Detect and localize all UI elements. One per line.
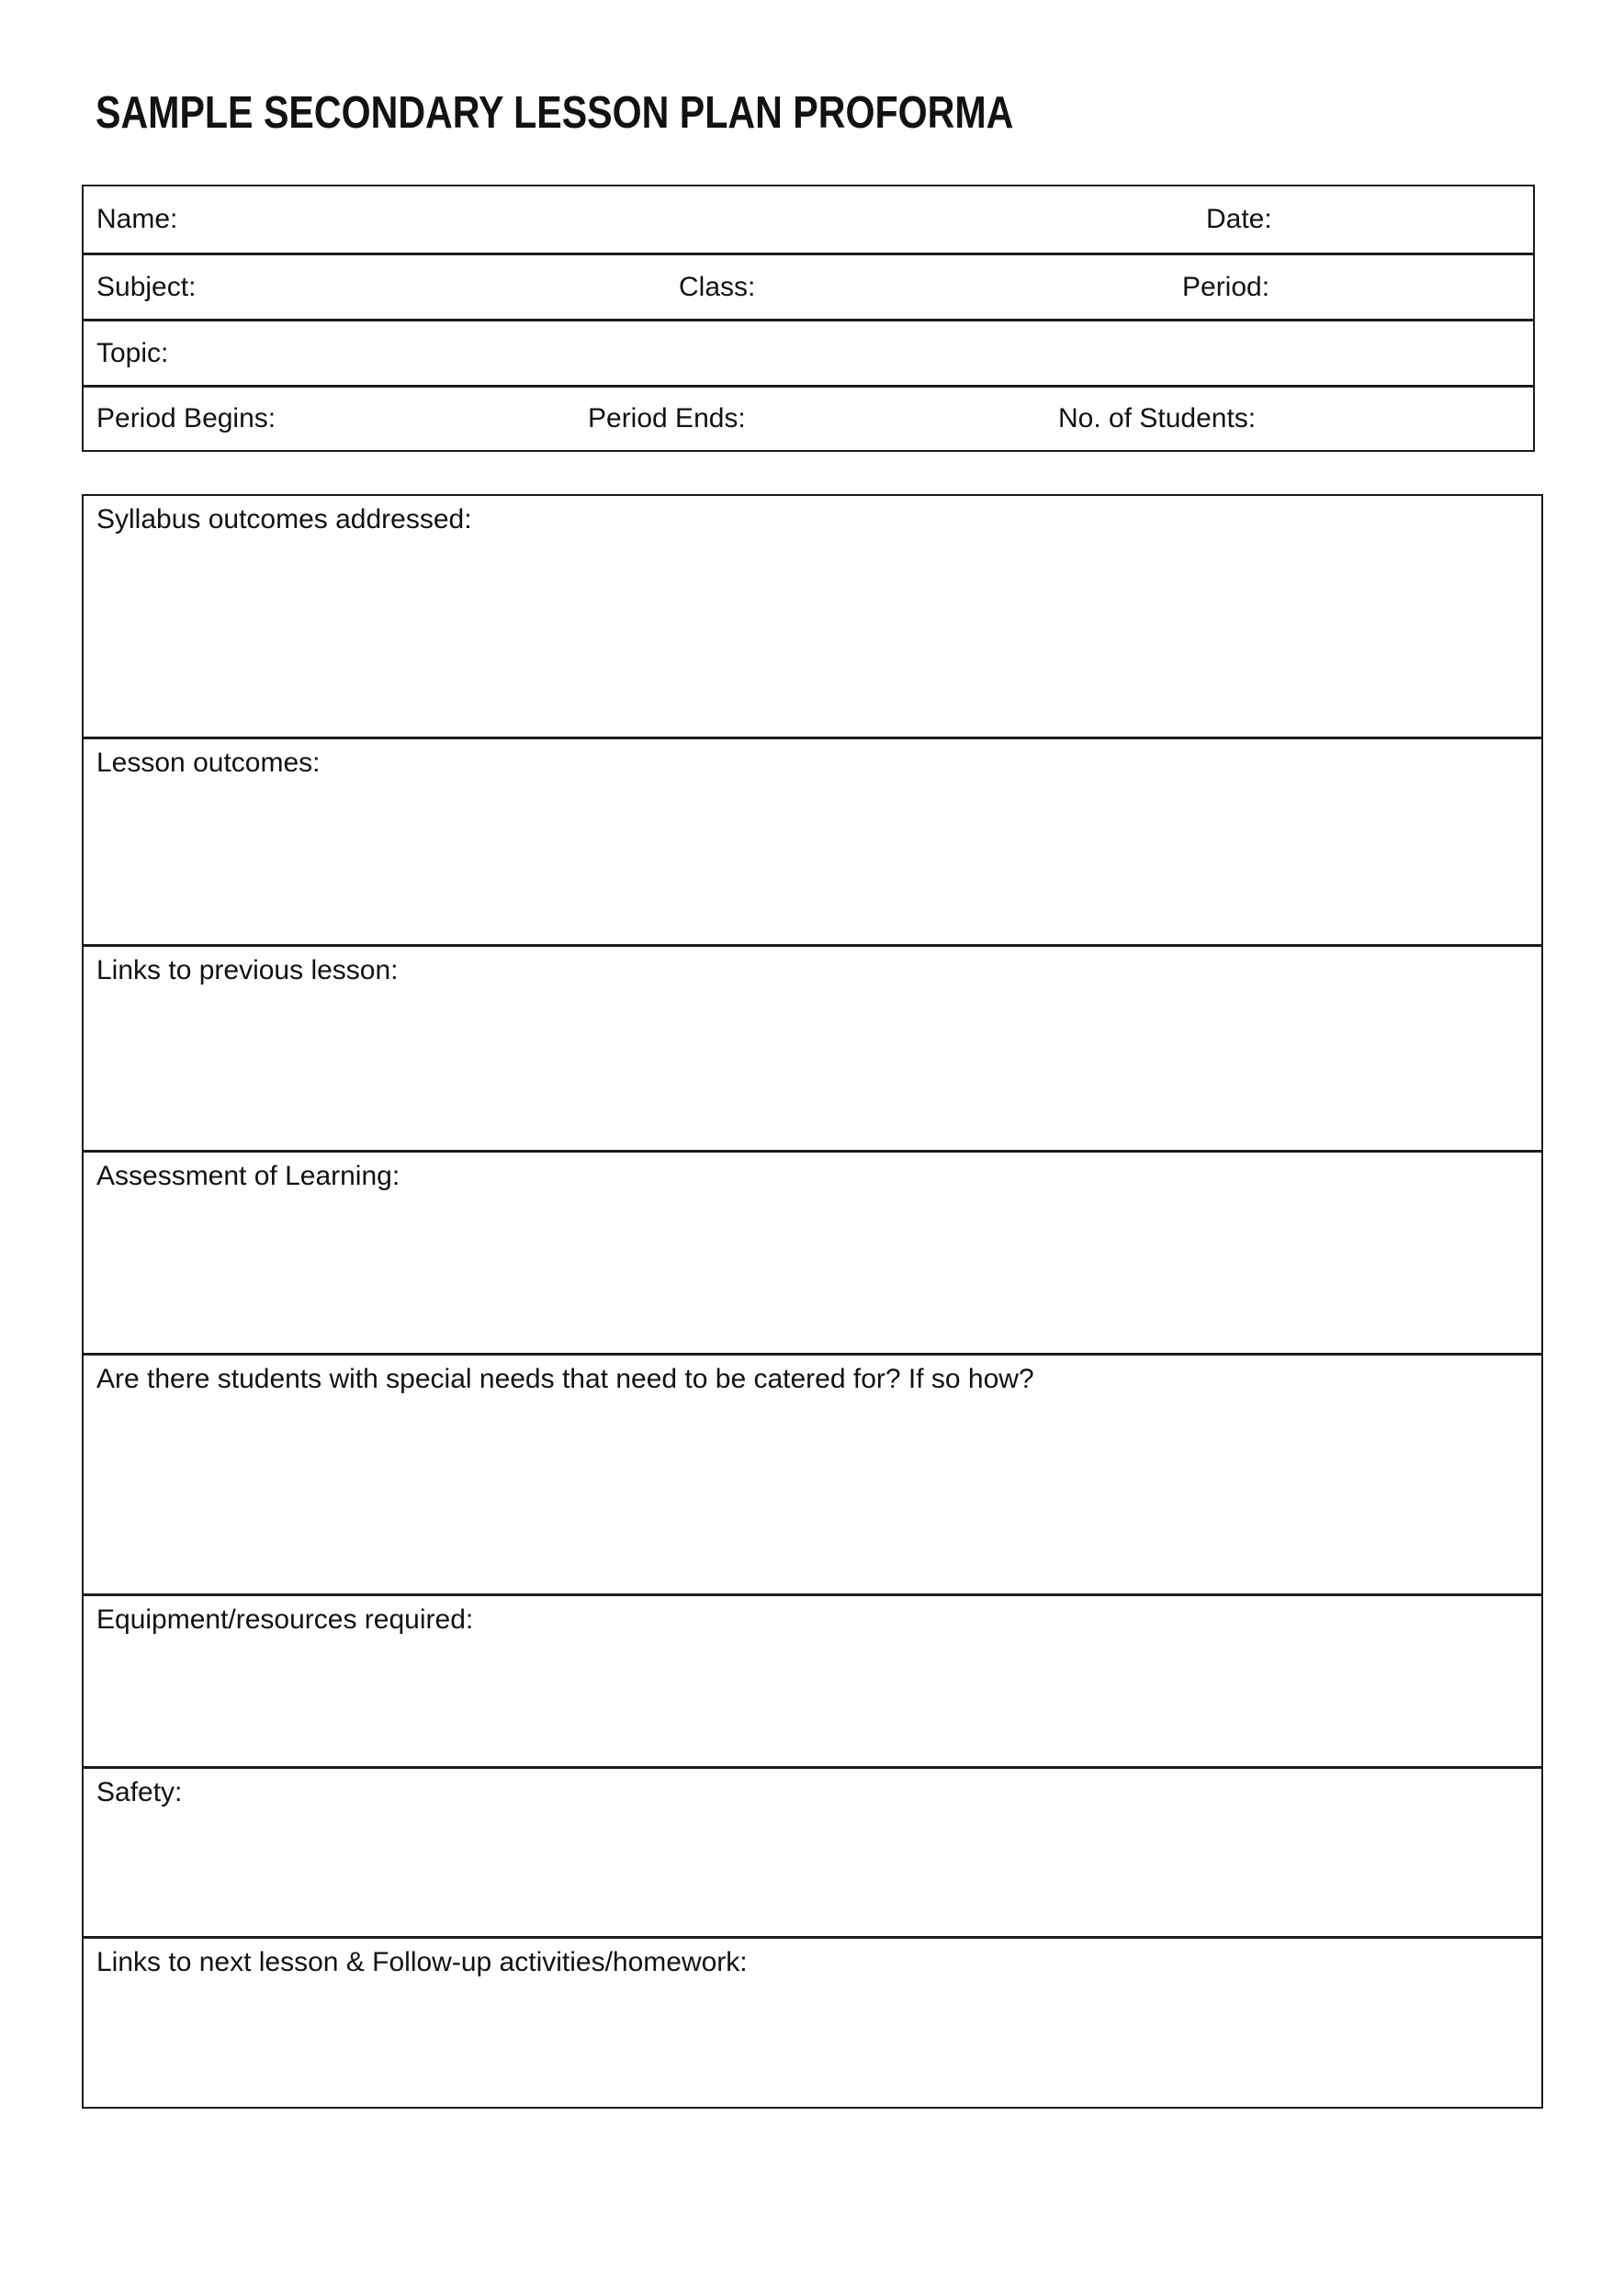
header-row-period-times (84, 385, 1533, 450)
header-row-name-date (84, 186, 1533, 253)
section-links-next-lesson (84, 1936, 1541, 2107)
section-special-needs (84, 1353, 1541, 1593)
class-label: Class: (679, 271, 756, 302)
header-row-subject-class-period (84, 253, 1533, 319)
syllabus-outcomes-label: Syllabus outcomes addressed: (96, 504, 472, 535)
links-next-lesson-label: Links to next lesson & Follow-up activities/homework: (96, 1947, 748, 1977)
name-label: Name: (96, 204, 178, 234)
date-label: Date: (1206, 204, 1272, 234)
period-begins-label: Period Begins: (96, 403, 276, 433)
header-row-topic (84, 319, 1533, 385)
header-table (82, 185, 1535, 452)
section-safety (84, 1766, 1541, 1936)
safety-label: Safety: (96, 1777, 183, 1807)
subject-label: Subject: (96, 271, 197, 302)
topic-label: Topic: (96, 337, 169, 368)
links-previous-lesson-label: Links to previous lesson: (96, 955, 399, 985)
section-equipment-resources (84, 1593, 1541, 1766)
page-title: SAMPLE SECONDARY LESSON PLAN PROFORMA (96, 88, 1014, 138)
assessment-of-learning-label: Assessment of Learning: (96, 1161, 400, 1191)
equipment-resources-label: Equipment/resources required: (96, 1604, 474, 1635)
special-needs-label: Are there students with special needs that need to be catered for? If so how? (96, 1364, 1034, 1394)
section-links-previous-lesson (84, 944, 1541, 1150)
section-lesson-outcomes (84, 737, 1541, 944)
section-assessment-of-learning (84, 1150, 1541, 1353)
period-ends-label: Period Ends: (588, 403, 746, 433)
lesson-outcomes-label: Lesson outcomes: (96, 748, 321, 778)
period-label: Period: (1182, 271, 1270, 302)
section-syllabus-outcomes (84, 496, 1541, 737)
sections-table (82, 494, 1543, 2109)
no-of-students-label: No. of Students: (1058, 403, 1257, 433)
